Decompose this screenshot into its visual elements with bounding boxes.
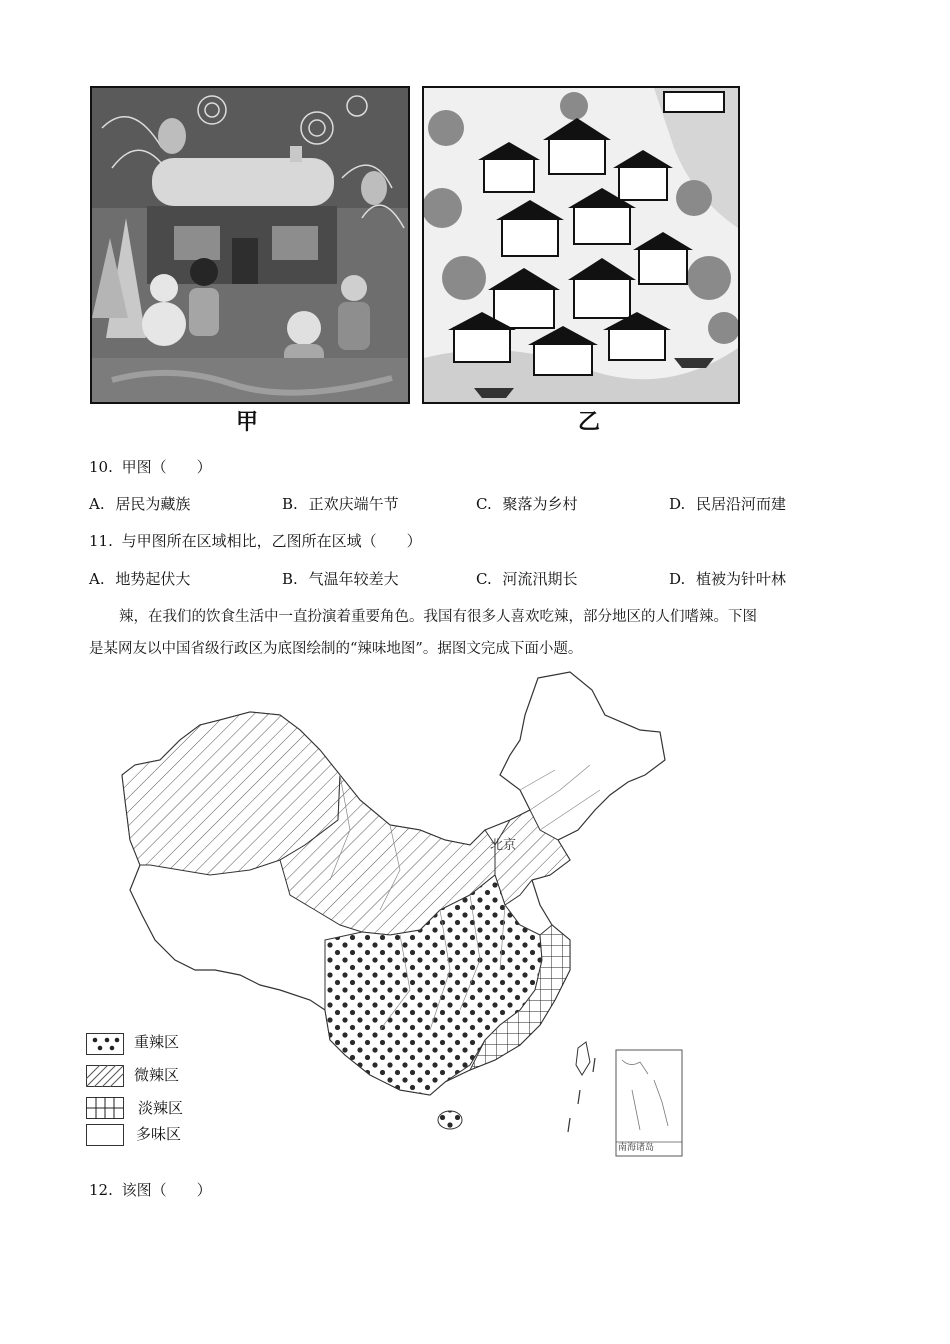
option-letter: D.	[669, 495, 686, 513]
water-town-illustration	[424, 88, 738, 402]
legend-hatch-swatch	[86, 1065, 124, 1087]
passage-line-2: 是某网友以中国省级行政区为底图绘制的“辣味地图”。据图文完成下面小题。	[89, 641, 583, 657]
question-12-stem: 该图（ ）	[121, 1181, 212, 1199]
legend-light-label: 淡辣区	[138, 1099, 184, 1117]
region-taiwan	[576, 1042, 590, 1075]
spicy-map	[100, 670, 700, 1160]
question-10-number: 10.	[89, 458, 113, 476]
question-12	[89, 1179, 212, 1200]
option-letter: B.	[282, 495, 298, 513]
option-text: 气温年较差大	[308, 570, 399, 588]
figure-jia-caption: 甲	[236, 410, 259, 435]
question-12-number: 12.	[89, 1181, 113, 1199]
question-10-option-d[interactable]	[669, 493, 786, 514]
option-text: 居民为藏族	[115, 495, 191, 513]
figure-jia-winter-scene	[90, 86, 410, 404]
figure-yi-water-town	[422, 86, 740, 404]
beijing-label: 北京	[490, 838, 517, 853]
figure-yi-caption: 乙	[578, 410, 601, 435]
region-hainan	[438, 1111, 462, 1129]
option-letter: C.	[476, 570, 492, 588]
legend-dots-swatch	[86, 1033, 124, 1055]
option-letter: A.	[89, 495, 105, 513]
legend-heavy-label: 重辣区	[134, 1033, 180, 1051]
legend-mild-label: 微辣区	[134, 1066, 180, 1084]
inset-label: 南海诸岛	[618, 1143, 655, 1153]
question-11-number: 11.	[89, 532, 113, 550]
option-text: 地势起伏大	[115, 570, 191, 588]
option-letter: A.	[89, 570, 105, 588]
question-11	[89, 530, 422, 551]
option-text: 聚落为乡村	[502, 495, 578, 513]
option-text: 河流汛期长	[502, 570, 578, 588]
passage-line-1: 辣，在我们的饮食生活中一直扮演着重要角色。我国有很多人喜欢吃辣，部分地区的人们嗜辣。下图	[119, 609, 757, 625]
question-10	[89, 456, 212, 477]
option-text: 植被为针叶林	[696, 570, 787, 588]
question-11-stem: 与甲图所在区域相比，乙图所在区域（ ）	[121, 532, 422, 550]
question-10-option-c[interactable]	[476, 493, 578, 514]
option-letter: C.	[476, 495, 492, 513]
option-letter: B.	[282, 570, 298, 588]
question-10-option-a[interactable]	[89, 493, 190, 514]
question-11-option-d[interactable]	[669, 568, 786, 589]
winter-scene-illustration	[92, 88, 408, 402]
legend-grid-swatch	[86, 1097, 124, 1119]
option-text: 民居沿河而建	[696, 495, 787, 513]
question-11-option-c[interactable]	[476, 568, 578, 589]
spicy-map-svg	[100, 670, 700, 1160]
question-11-option-b[interactable]	[282, 568, 399, 589]
legend-multi-label: 多味区	[136, 1125, 182, 1143]
question-10-option-b[interactable]	[282, 493, 399, 514]
option-text: 正欢庆端午节	[308, 495, 399, 513]
legend-blank-swatch	[86, 1124, 124, 1146]
question-10-stem: 甲图（ ）	[121, 458, 212, 476]
question-11-option-a[interactable]	[89, 568, 190, 589]
option-letter: D.	[669, 570, 686, 588]
